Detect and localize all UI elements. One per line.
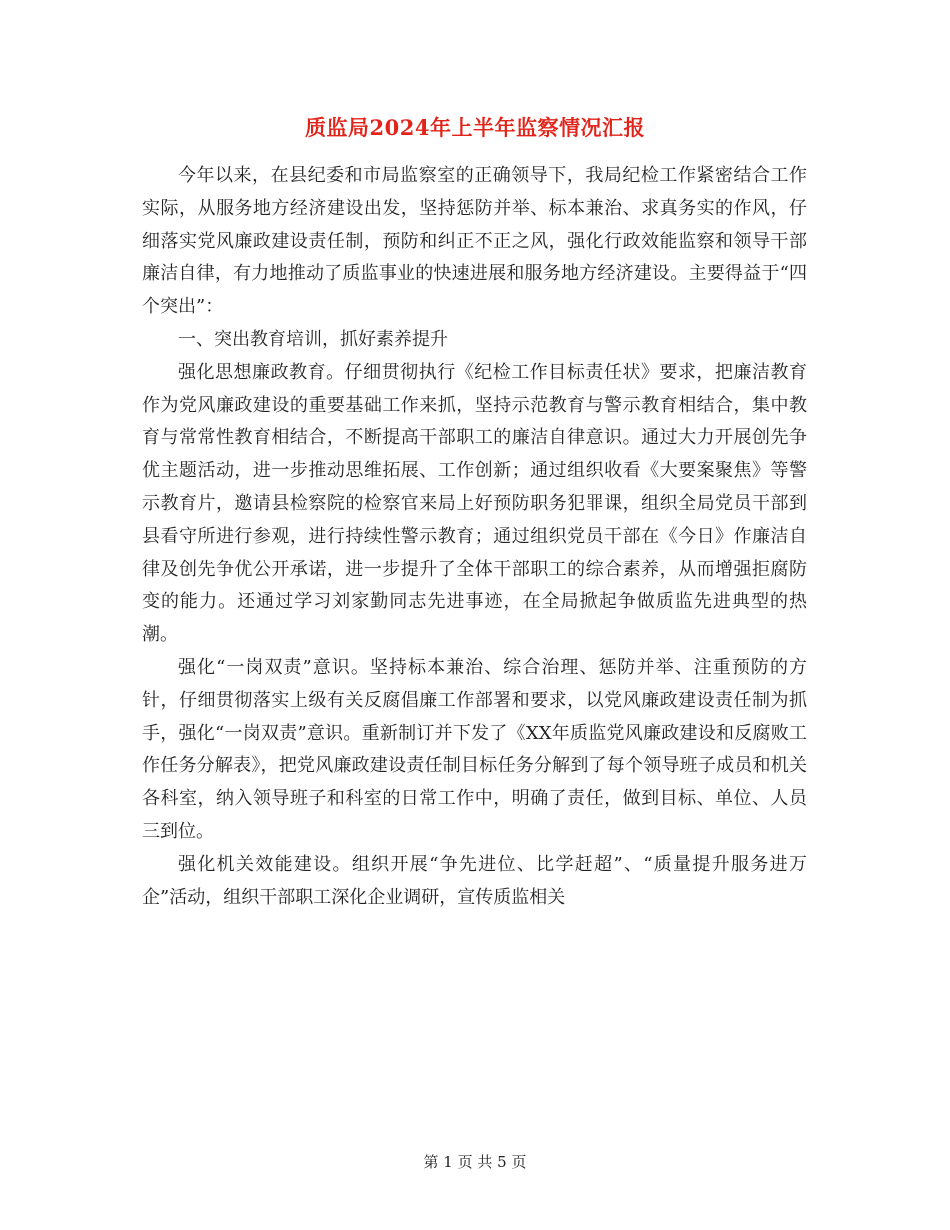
document-body	[142, 160, 807, 914]
document-title: 质监局2024年上半年监察情况汇报	[305, 115, 645, 140]
body-paragraph: 强化思想廉政教育。仔细贯彻执行《纪检工作目标责任状》要求，把廉洁教育作为党风廉政建设的重要基础工作来抓，坚持示范教育与警示教育相结合，集中教育与常常性教育相结合，不断提高干部职工的廉洁自律意识。通过大力开展创先争优主题活动，进一步推动思维拓展、工作创新；通过组织收看《大要案聚焦》等警示教育片，邀请县检察院的检察官来局上好预防职务犯罪课，组织全局党员干部到县看守所进行参观，进行持续性警示教育；通过组织党员干部在《今日》作廉洁自律及创先争优公开承诺，进一步提升了全体干部职工的综合素养，从而增强拒腐防变的能力。还通过学习刘家勤同志先进事迹，在全局掀起争做质监先进典型的热潮。	[142, 361, 807, 646]
page-number-footer: 第 1 页 共 5 页	[423, 1153, 527, 1171]
body-paragraph: 强化机关效能建设。组织开展“争先进位、比学赶超”、“质量提升服务进万企”活动，组织干部职工深化企业调研，宣传质监相关	[142, 853, 807, 908]
section-heading: 一、突出教育培训，抓好素养提升	[178, 328, 448, 350]
intro-paragraph: 今年以来，在县纪委和市局监察室的正确领导下，我局纪检工作紧密结合工作实际，从服务地方经济建设出发，坚持惩防并举、标本兼治、求真务实的作风，仔细落实党风廉政建设责任制，预防和纠正不正之风，强化行政效能监察和领导干部廉洁自律，有力地推动了质监事业的快速进展和服务地方经济建设。主要得益于“四个突出”：	[142, 165, 807, 318]
body-paragraph: 强化“一岗双责”意识。坚持标本兼治、综合治理、惩防并举、注重预防的方针，仔细贯彻落实上级有关反腐倡廉工作部署和要求，以党风廉政建设责任制为抓手，强化“一岗双责”意识。重新制订并下发了《XX年质监党风廉政建设和反腐败工作任务分解表》，把党风廉政建设责任制目标任务分解到了每个领导班子成员和机关各科室，纳入领导班子和科室的日常工作中，明确了责任，做到目标、单位、人员三到位。	[142, 656, 807, 842]
